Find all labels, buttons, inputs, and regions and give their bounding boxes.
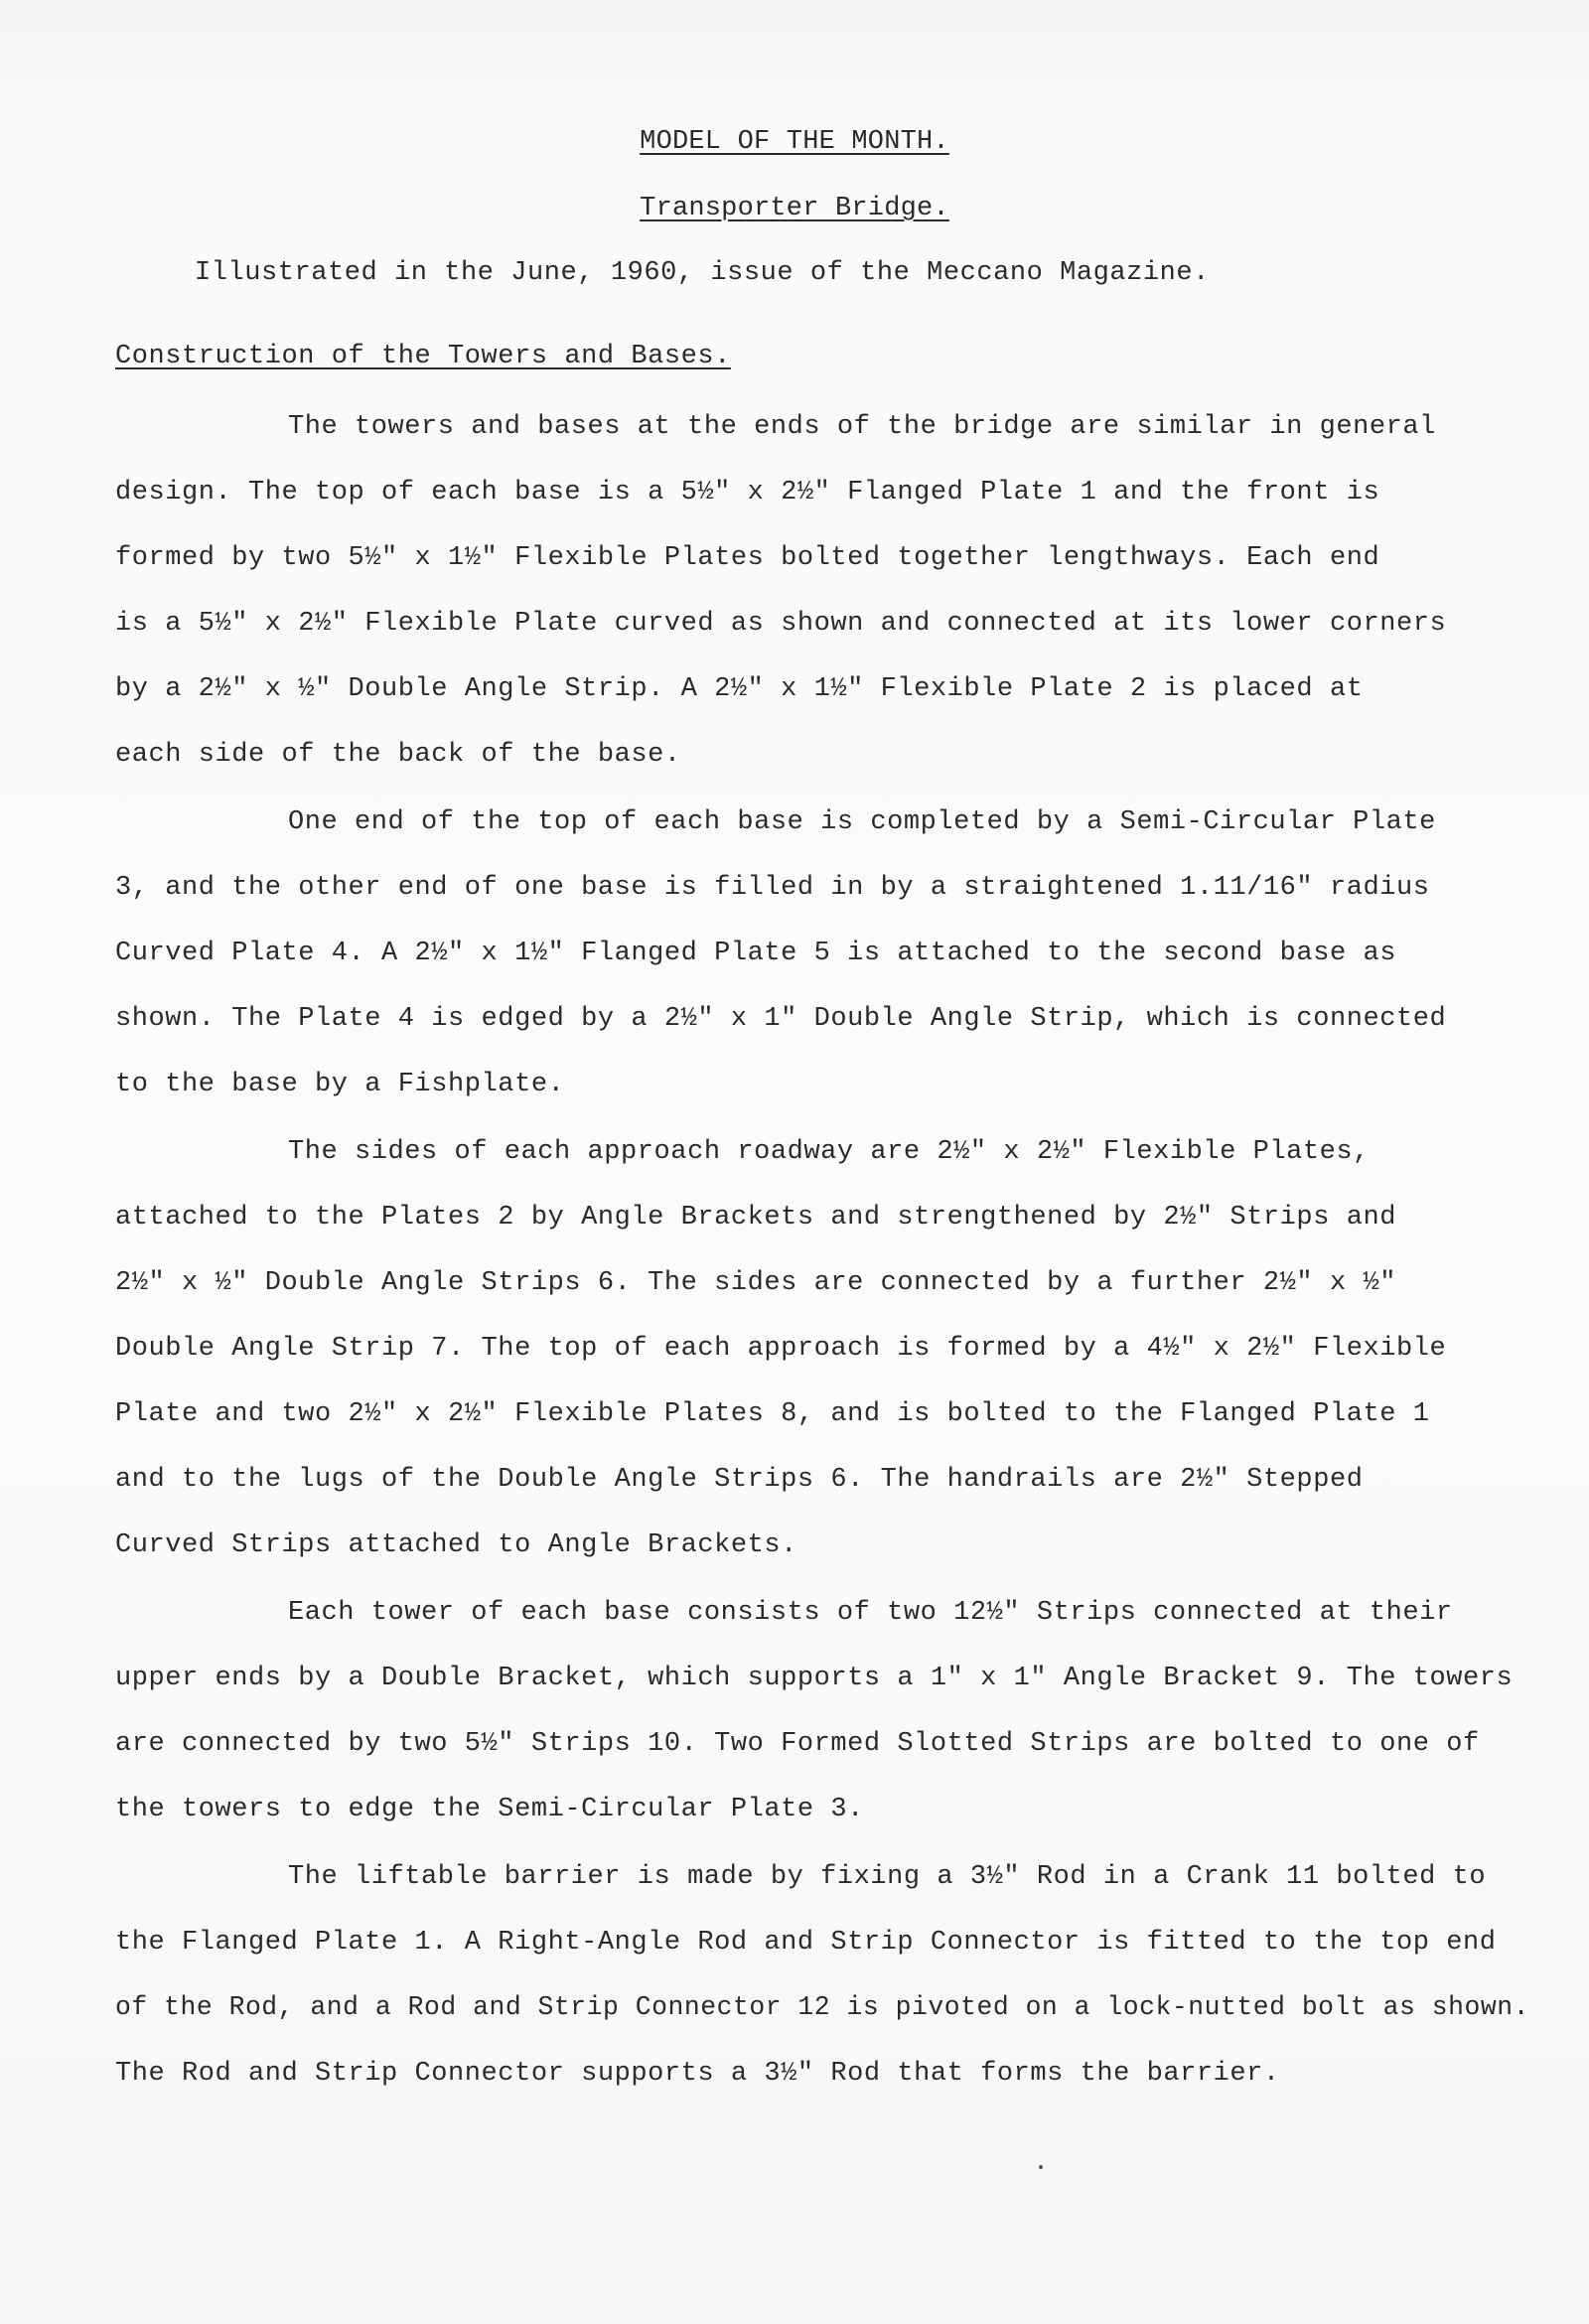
paragraph-line: attached to the Plates 2 by Angle Brackets and strengthened by 2½" Strips and — [115, 1203, 1396, 1233]
document-subtitle-text: Transporter Bridge. — [640, 194, 949, 223]
paragraph-line: by a 2½" x ½" Double Angle Strip. A 2½" x 1½" Flexible Plate 2 is placed at — [115, 674, 1364, 704]
paragraph-line: upper ends by a Double Bracket, which supports a 1" x 1" Angle Bracket 9. The towers — [115, 1664, 1514, 1693]
document-title — [0, 127, 1589, 157]
intro-line: Illustrated in the June, 1960, issue of the Meccano Magazine. — [195, 258, 1210, 288]
paragraph-line: each side of the back of the base. — [115, 740, 681, 770]
paragraph-line: 3, and the other end of one base is filled in by a straightened 1.11/16" radius — [115, 873, 1430, 903]
paragraph-line: The liftable barrier is made by fixing a 3½" Rod in a Crank 11 bolted to — [288, 1862, 1487, 1892]
paper-speck — [1039, 2165, 1043, 2169]
paragraph-line: The sides of each approach roadway are 2½" x 2½" Flexible Plates, — [288, 1137, 1370, 1167]
paragraph-line: 2½" x ½" Double Angle Strips 6. The sides are connected by a further 2½" x ½" — [115, 1268, 1396, 1298]
paragraph-line: to the base by a Fishplate. — [115, 1070, 565, 1099]
paragraph-line: Double Angle Strip 7. The top of each approach is formed by a 4½" x 2½" Flexible — [115, 1334, 1447, 1364]
paragraph-line: formed by two 5½" x 1½" Flexible Plates bolted together lengthways. Each end — [115, 543, 1380, 573]
paragraph-line: One end of the top of each base is completed by a Semi-Circular Plate — [288, 807, 1436, 837]
paragraph-line: are connected by two 5½" Strips 10. Two Formed Slotted Strips are bolted to one of — [115, 1729, 1480, 1759]
paragraph-line: The towers and bases at the ends of the bridge are similar in general — [288, 412, 1436, 442]
paragraph-line: of the Rod, and a Rod and Strip Connector 12 is pivoted on a lock-nutted bolt as shown. — [115, 1993, 1529, 2023]
paragraph-line: and to the lugs of the Double Angle Strips 6. The handrails are 2½" Stepped — [115, 1465, 1364, 1495]
paragraph-line: Each tower of each base consists of two 12½" Strips connected at their — [288, 1598, 1453, 1628]
paragraph-line: The Rod and Strip Connector supports a 3½" Rod that forms the barrier. — [115, 2059, 1280, 2089]
paragraph-line: the Flanged Plate 1. A Right-Angle Rod and Strip Connector is fitted to the top end — [115, 1928, 1497, 1958]
paragraph-line: Curved Strips attached to Angle Brackets. — [115, 1530, 797, 1560]
document-title-text: MODEL OF THE MONTH. — [640, 127, 949, 157]
paragraph-line: is a 5½" x 2½" Flexible Plate curved as shown and connected at its lower corners — [115, 609, 1447, 639]
paragraph-line: the towers to edge the Semi-Circular Plate 3. — [115, 1795, 864, 1824]
paragraph-line: design. The top of each base is a 5½" x 2½" Flanged Plate 1 and the front is — [115, 478, 1380, 508]
document-subtitle — [0, 194, 1589, 223]
section-heading: Construction of the Towers and Bases. — [115, 342, 731, 371]
paragraph-line: Curved Plate 4. A 2½" x 1½" Flanged Plate 5 is attached to the second base as — [115, 939, 1396, 968]
paragraph-line: shown. The Plate 4 is edged by a 2½" x 1" Double Angle Strip, which is connected — [115, 1004, 1447, 1034]
paragraph-line: Plate and two 2½" x 2½" Flexible Plates 8, and is bolted to the Flanged Plate 1 — [115, 1399, 1430, 1429]
